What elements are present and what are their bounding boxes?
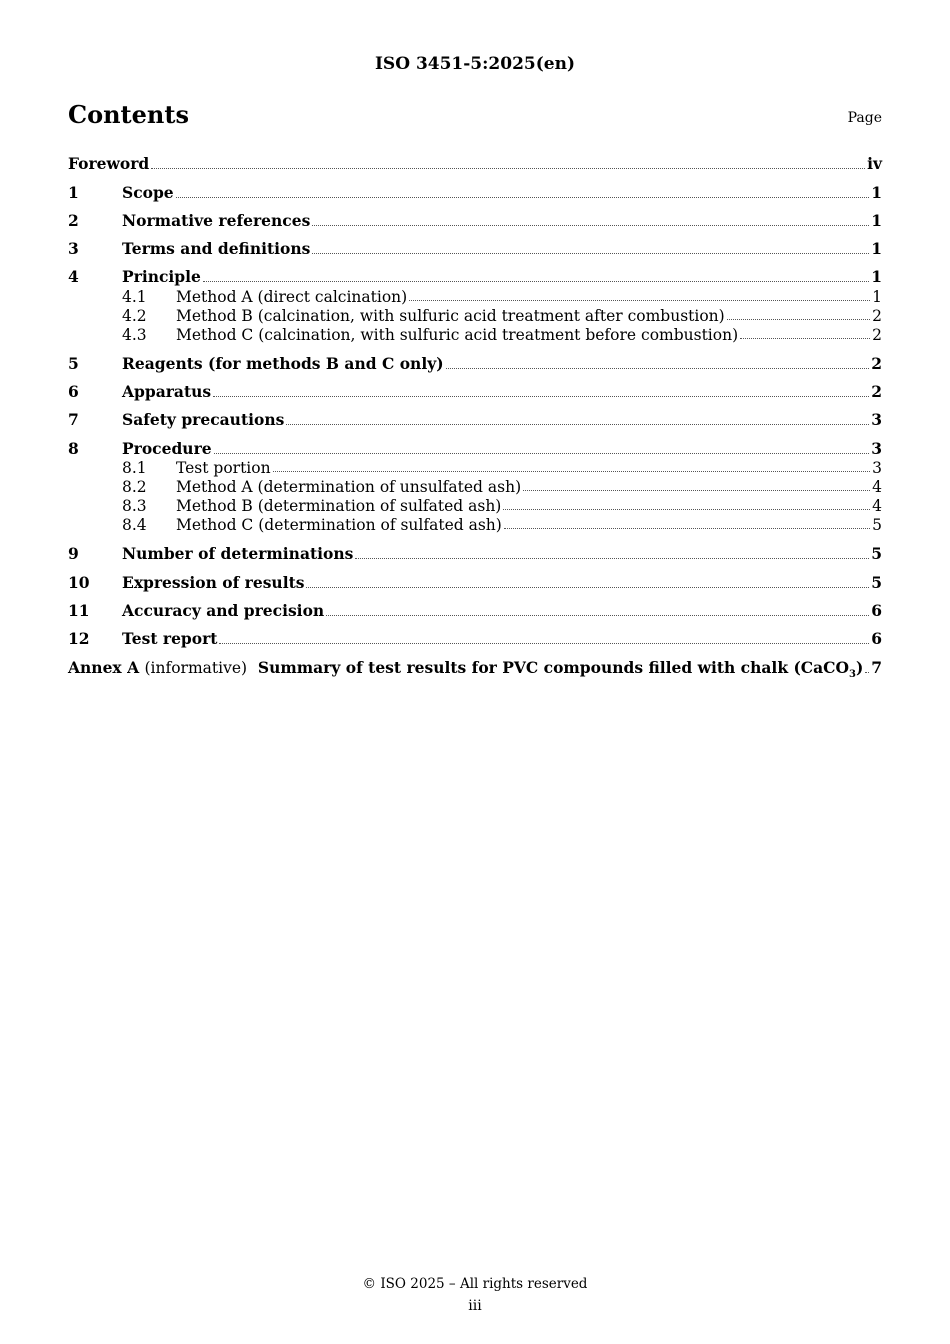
- toc-title: Test report: [122, 629, 218, 648]
- leader-dots: [355, 558, 869, 559]
- toc-entry-7[interactable]: [68, 410, 882, 432]
- toc-title: Scope: [122, 183, 174, 202]
- toc-number: 9: [68, 544, 79, 563]
- leader-dots: [203, 281, 869, 282]
- toc-title: Method A (direct calcination): [176, 288, 408, 306]
- toc-title: Method A (determination of unsulfated ash): [176, 478, 522, 496]
- leader-dots: [286, 424, 869, 425]
- toc-title: Test portion: [176, 459, 271, 477]
- toc-page: 2: [872, 326, 882, 344]
- leader-dots: [213, 396, 869, 397]
- document-id: ISO 3451-5:2025(en): [374, 54, 575, 74]
- toc-entry-8-1[interactable]: [68, 459, 882, 479]
- annex-title-close: ): [855, 658, 864, 677]
- toc-entry-4-3[interactable]: [68, 326, 882, 346]
- toc-number: 6: [68, 382, 79, 401]
- toc-entry-annex-a[interactable]: [68, 658, 882, 680]
- toc-entry-foreword[interactable]: [68, 154, 882, 176]
- toc-entry-5[interactable]: [68, 354, 882, 376]
- toc-number: 8.4: [122, 516, 147, 534]
- toc-title: Method C (calcination, with sulfuric acid treatment before combustion): [176, 326, 739, 344]
- annex-title-subscript: 3: [849, 669, 856, 681]
- annex-label: Annex A: [68, 658, 140, 677]
- toc-page: 1: [871, 267, 882, 286]
- toc-entry-2[interactable]: [68, 211, 882, 233]
- leader-dots: [219, 643, 869, 644]
- toc-number: 8.2: [122, 478, 147, 496]
- toc-title: Expression of results: [122, 573, 305, 592]
- toc-number: 3: [68, 239, 79, 258]
- toc-page: 3: [871, 439, 882, 458]
- leader-dots: [523, 490, 870, 491]
- toc-title: Principle: [122, 267, 201, 286]
- toc-title: Accuracy and precision: [122, 601, 325, 620]
- annex-title: [257, 658, 864, 681]
- toc-page: 3: [872, 459, 882, 477]
- toc-title: Method B (determination of sulfated ash): [176, 497, 502, 515]
- toc-number: 12: [68, 629, 90, 648]
- toc-page: 1: [871, 211, 882, 230]
- toc-entry-10[interactable]: [68, 573, 882, 595]
- leader-dots: [740, 338, 870, 339]
- leader-dots: [273, 471, 871, 472]
- toc-entry-4[interactable]: [68, 267, 882, 289]
- toc-page: 3: [871, 410, 882, 429]
- toc-title: Apparatus: [122, 382, 212, 401]
- leader-dots: [176, 197, 870, 198]
- toc-entry-8-4[interactable]: [68, 516, 882, 536]
- toc-number: 8.1: [122, 459, 147, 477]
- toc-number: 1: [68, 183, 79, 202]
- toc-number: 11: [68, 601, 90, 620]
- toc-number: 5: [68, 354, 79, 373]
- leader-dots: [504, 528, 870, 529]
- toc-page: 2: [871, 354, 882, 373]
- toc-number: 7: [68, 410, 79, 429]
- toc-page: 5: [871, 544, 882, 563]
- toc-title: Terms and definitions: [122, 239, 311, 258]
- toc-page: 4: [872, 478, 882, 496]
- toc-page: 6: [871, 601, 882, 620]
- leader-dots: [151, 168, 865, 169]
- toc-entry-11[interactable]: [68, 601, 882, 623]
- page-column-label: Page: [847, 110, 882, 126]
- toc-title: Safety precautions: [122, 410, 285, 429]
- annex-title-text: Summary of test results for PVC compounds filled with chalk (CaCO: [257, 658, 850, 677]
- leader-dots: [326, 615, 869, 616]
- leader-dots: [214, 453, 870, 454]
- toc-title: Procedure: [122, 439, 212, 458]
- toc-page: 1: [872, 288, 882, 306]
- toc-number: 8.3: [122, 497, 147, 515]
- toc-number: 4.3: [122, 326, 147, 344]
- toc-entry-6[interactable]: [68, 382, 882, 404]
- toc-page: 4: [872, 497, 882, 515]
- toc-page: 5: [871, 573, 882, 592]
- leader-dots: [503, 509, 870, 510]
- toc-page: 2: [871, 382, 882, 401]
- copyright-notice: © ISO 2025 – All rights reserved: [362, 1276, 588, 1292]
- toc-entry-9[interactable]: [68, 544, 882, 566]
- leader-dots: [312, 225, 869, 226]
- leader-dots: [727, 319, 870, 320]
- toc-entry-1[interactable]: [68, 183, 882, 205]
- toc-number: 8: [68, 439, 79, 458]
- toc-title: [68, 658, 863, 680]
- toc-page: 2: [872, 307, 882, 325]
- toc-title: Number of determinations: [122, 544, 354, 563]
- toc-entry-8-3[interactable]: [68, 497, 882, 517]
- toc-number: 2: [68, 211, 79, 230]
- toc-page: 1: [871, 239, 882, 258]
- toc-entry-8-2[interactable]: [68, 478, 882, 498]
- leader-dots: [865, 672, 869, 673]
- toc-page: 1: [871, 183, 882, 202]
- toc-title: Foreword: [68, 154, 150, 173]
- toc-entry-12[interactable]: [68, 629, 882, 651]
- toc-page: 6: [871, 629, 882, 648]
- toc-number: 4.2: [122, 307, 147, 325]
- page-number: iii: [468, 1298, 482, 1314]
- leader-dots: [312, 253, 869, 254]
- toc-entry-4-1[interactable]: [68, 288, 882, 308]
- toc-entry-4-2[interactable]: [68, 307, 882, 327]
- contents-title: Contents: [68, 100, 189, 129]
- toc-title: Normative references: [122, 211, 311, 230]
- toc-number: 4.1: [122, 288, 147, 306]
- toc-title: Method B (calcination, with sulfuric acid treatment after combustion): [176, 307, 725, 325]
- toc-page: 5: [872, 516, 882, 534]
- toc-number: 10: [68, 573, 90, 592]
- toc-title: Method C (determination of sulfated ash): [176, 516, 502, 534]
- toc-title: Reagents (for methods B and C only): [122, 354, 444, 373]
- toc-entry-3[interactable]: [68, 239, 882, 261]
- annex-informative: (informative): [144, 659, 248, 677]
- toc-page: iv: [867, 154, 882, 173]
- toc-number: 4: [68, 267, 79, 286]
- leader-dots: [306, 587, 869, 588]
- toc-entry-8[interactable]: [68, 439, 882, 461]
- leader-dots: [446, 368, 870, 369]
- leader-dots: [409, 300, 870, 301]
- toc-page: 7: [871, 658, 882, 677]
